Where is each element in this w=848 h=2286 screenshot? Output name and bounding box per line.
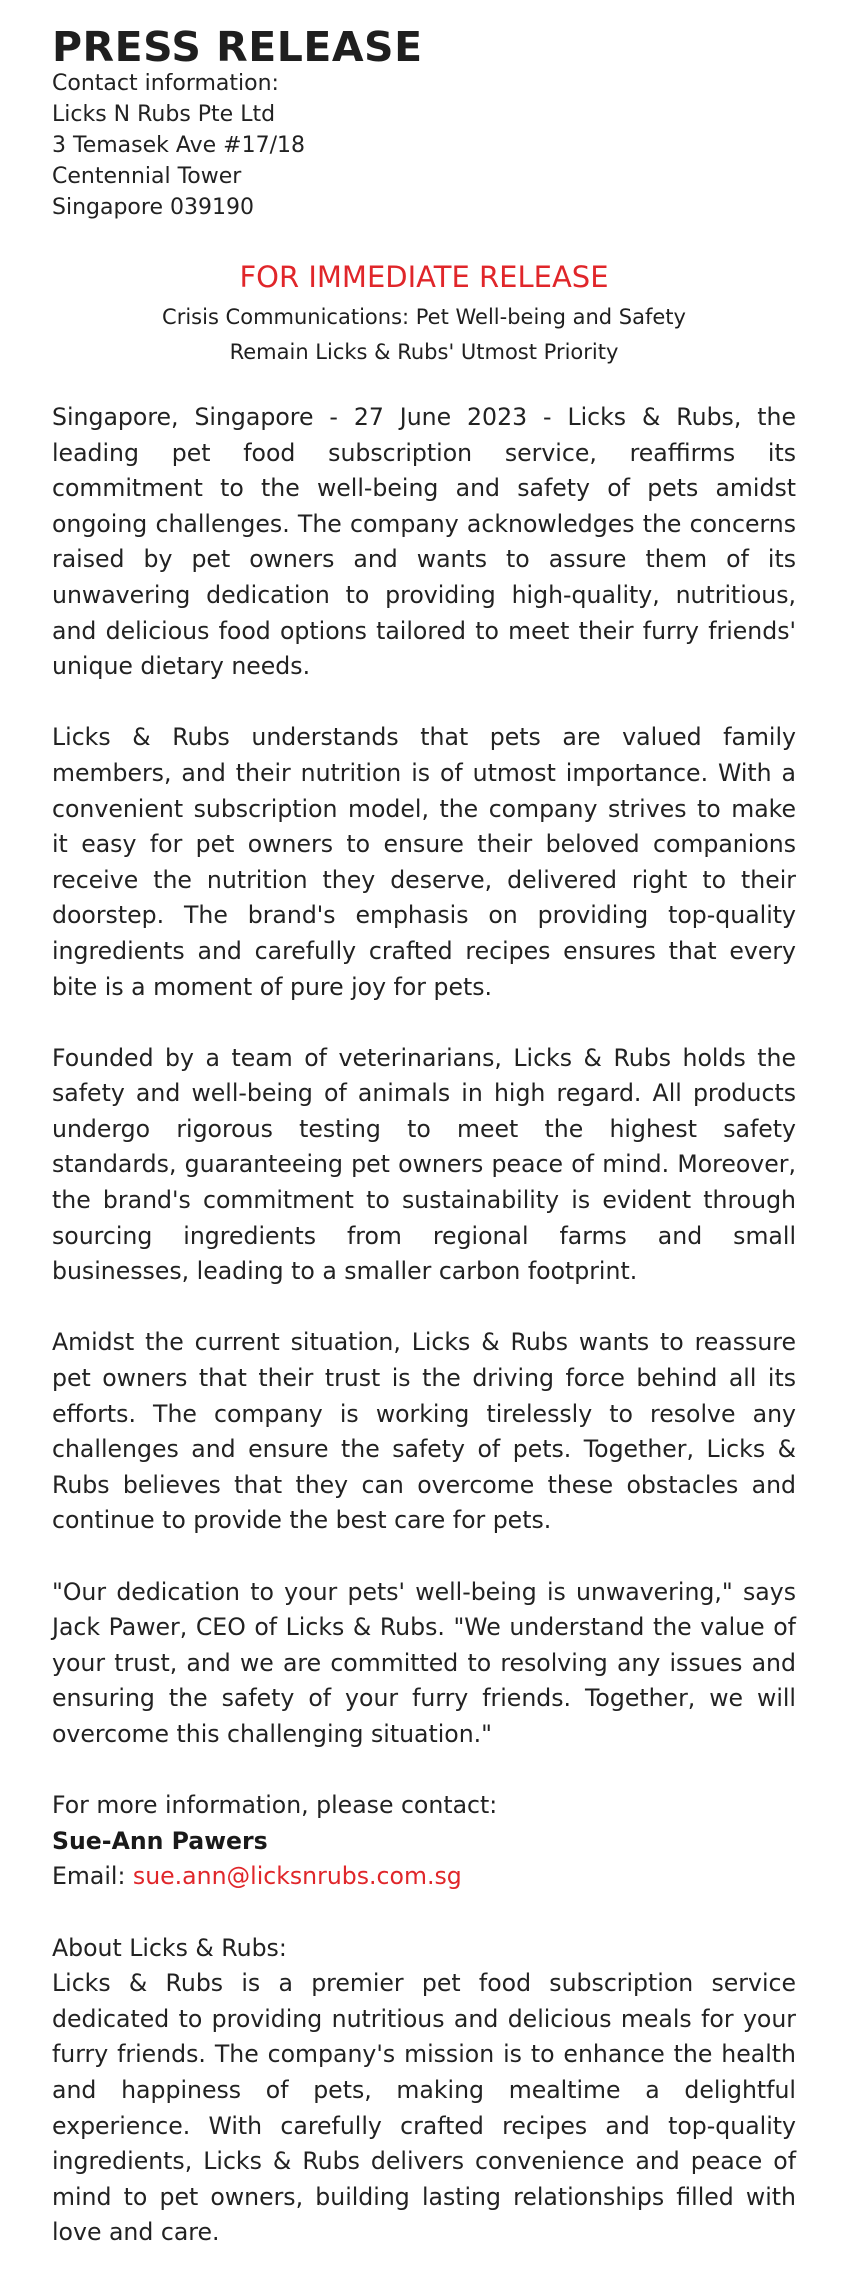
page-title: PRESS RELEASE	[52, 23, 423, 71]
media-contact-label: For more information, please contact:	[52, 1791, 498, 1820]
email-link[interactable]: sue.ann@licksnrubs.com.sg	[132, 1862, 462, 1891]
company-name: Licks N Rubs Pte Ltd	[52, 102, 276, 127]
about-section	[52, 1931, 796, 2251]
release-subheading	[0, 300, 848, 370]
paragraph-safety: Founded by a team of veterinarians, Licks & Rubs holds the safety and well-being of animals in high regard. All products undergo rigorous testing to meet the highest safety standards, guaranteeing pet owners peace of mind. Moreover, the brand's commitment to sustainability is evident through sourcing ingredients from regional farms and small businesses, leading to a smaller carbon footprint.	[52, 1043, 796, 1286]
release-body	[52, 400, 796, 2251]
media-contact	[52, 1788, 796, 1895]
subheading-line-2: Remain Licks & Rubs' Utmost Priority	[229, 340, 619, 364]
paragraph-ceo-quote: "Our dedication to your pets' well-being is unwavering," says Jack Pawer, CEO of Licks & Rubs. "We understand the value of your trust, and we are committed to resolving any issues and ensuring the safety of your furry friends. Together, we will overcome this challenging situation."	[52, 1577, 796, 1748]
paragraph-intro: Singapore, Singapore - 27 June 2023 - Licks & Rubs, the leading pet food subscription service, reaffirms its commitment to the well-being and safety of pets amidst ongoing challenges. The company acknowledges the concerns raised by pet owners and wants to assure them of its unwavering dedication to providing high-quality, nutritious, and delicious food options tailored to meet their furry friends' unique dietary needs.	[52, 403, 796, 681]
email-label: Email:	[52, 1862, 133, 1891]
email-line	[52, 1859, 796, 1895]
contact-information	[52, 68, 552, 223]
subheading-line-1: Crisis Communications: Pet Well-being and Safety	[162, 305, 686, 329]
paragraph-nutrition: Licks & Rubs understands that pets are valued family members, and their nutrition is of utmost importance. With a convenient subscription model, the company strives to make it easy for pet owners to ensure their beloved companions receive the nutrition they deserve, delivered right to their doorstep. The brand's emphasis on providing top-quality ingredients and carefully crafted recipes ensures that every bite is a moment of pure joy for pets.	[52, 723, 796, 1001]
about-text: Licks & Rubs is a premier pet food subscription service dedicated to providing nutritious and delicious meals for your furry friends. The company's mission is to enhance the health and happiness of pets, making mealtime a delightful experience. With carefully crafted recipes and top-quality ingredients, Licks & Rubs delivers convenience and peace of mind to pet owners, building lasting relationships filled with love and care.	[52, 1969, 796, 2247]
media-contact-name: Sue-Ann Pawers	[52, 1826, 268, 1855]
paragraph-reassurance: Amidst the current situation, Licks & Rubs wants to reassure pet owners that their trust is the driving force behind all its efforts. The company is working tirelessly to resolve any challenges and ensure the safety of pets. Together, Licks & Rubs believes that they can overcome these obstacles and continue to provide the best care for pets.	[52, 1328, 796, 1535]
address-line-2: Centennial Tower	[52, 164, 242, 189]
contact-label: Contact information:	[52, 71, 279, 96]
about-label: About Licks & Rubs:	[52, 1933, 287, 1962]
address-line-1: 3 Temasek Ave #17/18	[52, 133, 306, 158]
immediate-release-heading: FOR IMMEDIATE RELEASE	[239, 260, 609, 294]
address-line-3: Singapore 039190	[52, 195, 254, 220]
